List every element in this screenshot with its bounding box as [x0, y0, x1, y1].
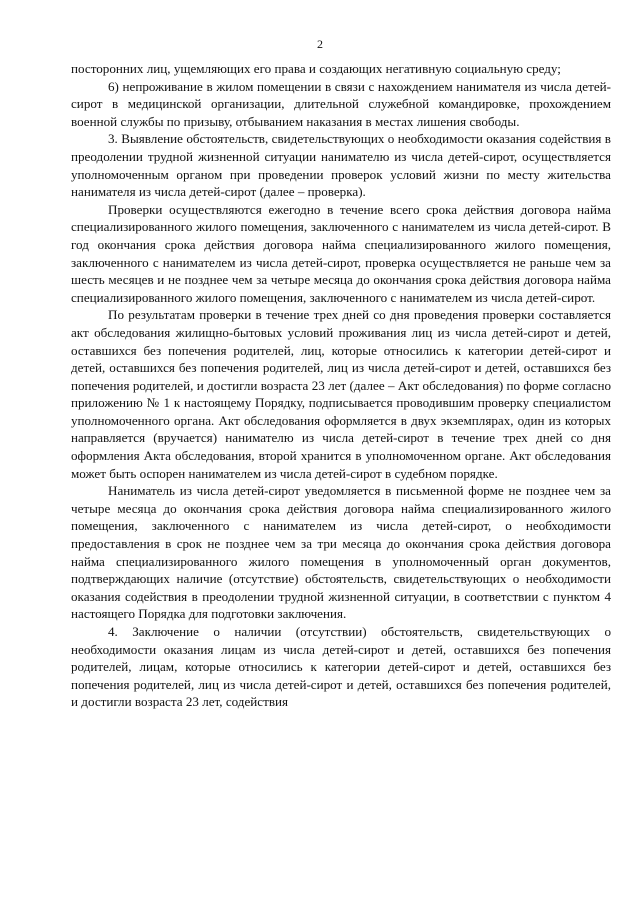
paragraph-item-6: 6) непроживание в жилом помещении в связи с нахождением нанимателя из числа детей-сирот в медицинской организации, длительной служебной командировке, прохождением военной службы по призыву, отбыванием наказания в местах лишения свободы.: [71, 78, 611, 129]
document-body: [71, 60, 611, 711]
page-number: 2: [317, 37, 323, 51]
paragraph-inspections: Проверки осуществляются ежегодно в течение всего срока действия договора найма специализированного жилого помещения, заключенного с нанимателем из числа детей-сирот. В год окончания срока действия договора найма специализированного жилого помещения, заключенного с нанимателем из числа детей-сирот, проверка осуществляется не раньше чем за шесть месяцев и не позднее чем за четыре месяца до окончания срока действия договора найма специализированного жилого помещения, заключенного с нанимателем из числа детей-сирот.: [71, 201, 611, 305]
paragraph-continuation: посторонних лиц, ущемляющих его права и создающих негативную социальную среду;: [71, 61, 561, 76]
paragraph-notification: Наниматель из числа детей-сирот уведомляется в письменной форме не позднее чем за четыре месяца до окончания срока действия договора найма специализированного жилого помещения, заключенного с нанимателем из числа детей-сирот, о необходимости предоставления в срок не позднее чем за три месяца до окончания срока действия договора найма специализированного жилого помещения в уполномоченный орган документов, подтверждающих наличие (отсутствие) обстоятельств, свидетельствующих о необходимости оказания содействия в преодолении трудной жизненной ситуации, в соответствии с пунктом 4 настоящего Порядка для подготовки заключения.: [71, 483, 611, 622]
paragraph-clause-4: 4. Заключение о наличии (отсутствии) обстоятельств, свидетельствующих о необходимости оказания лицам из числа детей-сирот и детей, оставшихся без попечения родителей, лицам, которые относились к категории детей-сирот и детей, оставшихся без попечения родителей, лиц из числа детей-сирот и детей, оставшихся без попечения родителей, и достигли возраста 23 лет, содействия: [71, 624, 611, 710]
paragraph-clause-3: 3. Выявление обстоятельств, свидетельствующих о необходимости оказания содействия в преодолении трудной жизненной ситуации нанимателю из числа детей-сирот, осуществляется уполномоченным органом при проведении проверок условий жизни по месту жительства нанимателя из числа детей-сирот (далее – проверка).: [71, 131, 611, 200]
paragraph-inspection-results: По результатам проверки в течение трех дней со дня проведения проверки составляется акт обследования жилищно-бытовых условий проживания лиц из числа детей-сирот и детей, оставшихся без попечения родителей, лиц, которые относились к категории детей-сирот и детей, оставшихся без попечения родителей, лиц из числа детей-сирот и детей, оставшихся без попечения родителей, и достигли возраста 23 лет (далее – Акт обследования) по форме согласно приложению № 1 к настоящему Порядку, подписывается проводившим проверку специалистом уполномоченного органа. Акт обследования оформляется в двух экземплярах, один из которых направляется (вручается) нанимателю из числа детей-сирот в течение трех дней со дня оформления Акта обследования, второй хранится в уполномоченном органе. Акт обследования может быть оспорен нанимателем из числа детей-сирот в судебном порядке.: [71, 307, 611, 481]
